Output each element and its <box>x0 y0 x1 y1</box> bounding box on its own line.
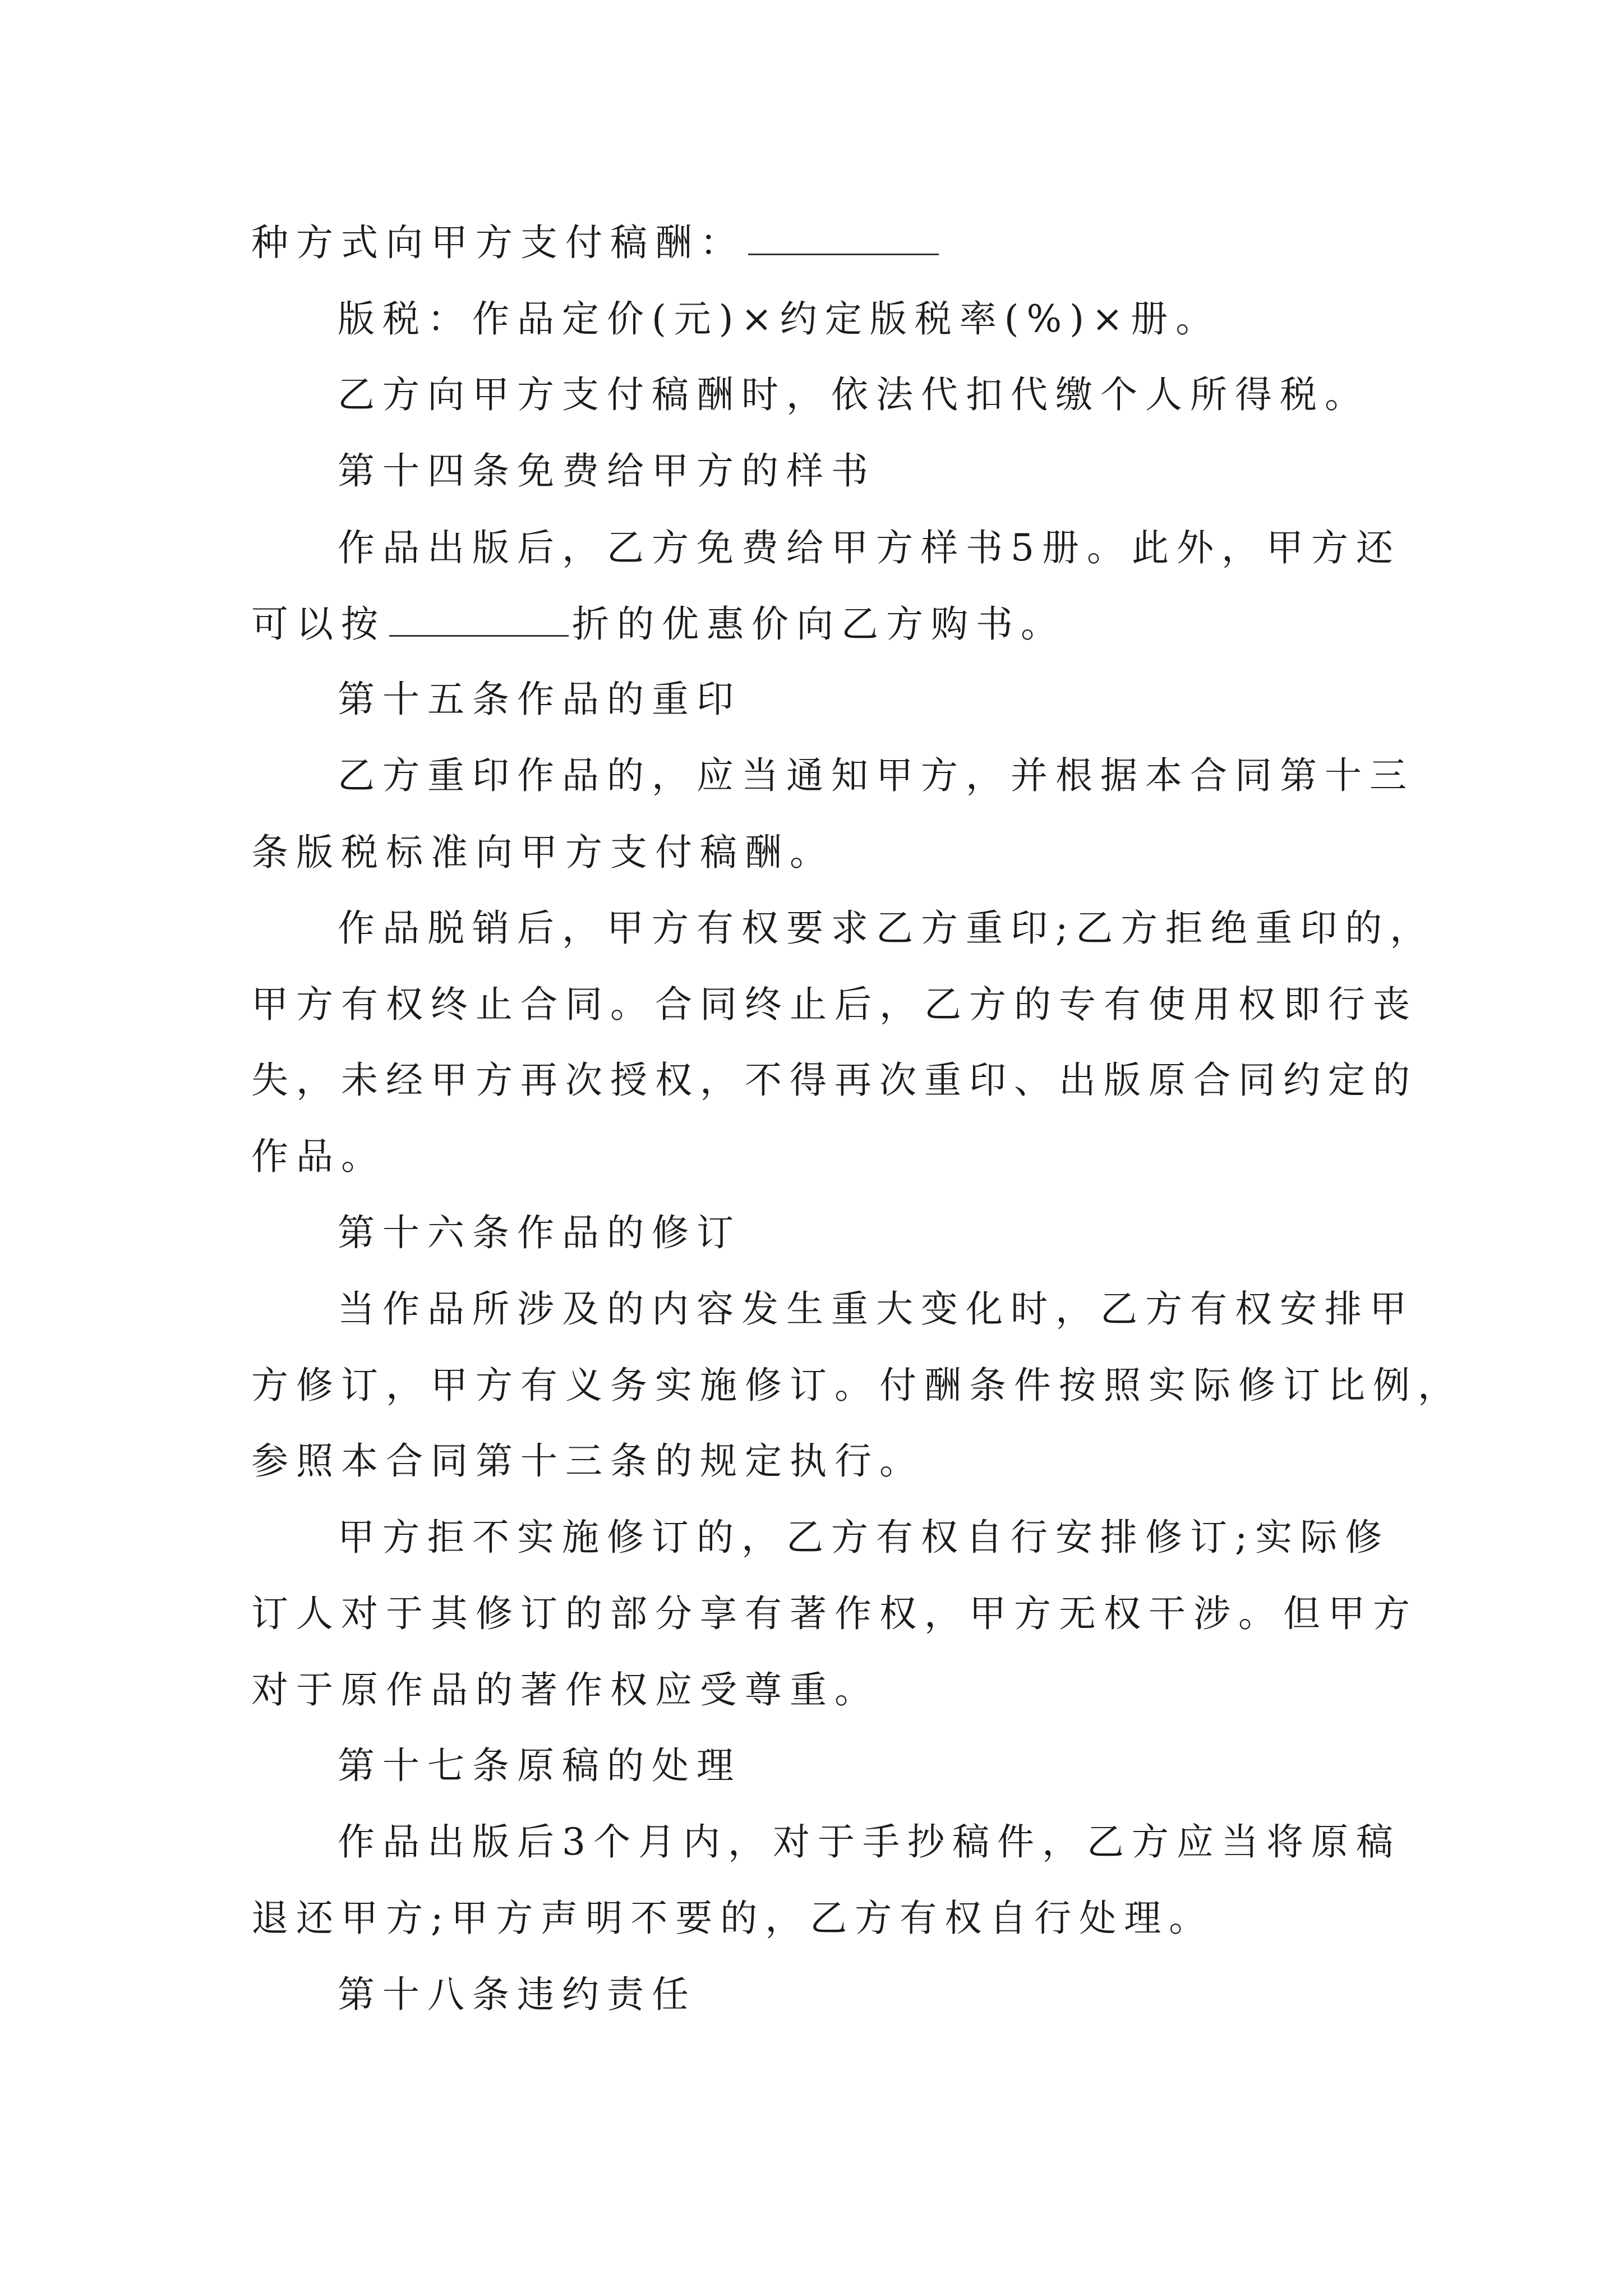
paragraph-line: 作品出版后，乙方免费给甲方样书5册。此外，甲方还 <box>338 526 1401 569</box>
paragraph-line: 失，未经甲方再次授权，不得再次重印、出版原合同约定的 <box>251 1059 1418 1102</box>
paragraph-line: 对于原作品的著作权应受尊重。 <box>251 1668 879 1711</box>
fill-in-blank <box>748 220 939 255</box>
text-span: 折的优惠价向乙方购书。 <box>572 602 1066 646</box>
paragraph-line: 乙方重印作品的，应当通知甲方，并根据本合同第十三 <box>338 754 1414 797</box>
article-18-heading: 第十八条违约责任 <box>338 1973 697 2016</box>
paragraph-line: 当作品所涉及的内容发生重大变化时，乙方有权安排甲 <box>338 1287 1414 1331</box>
article-14-heading: 第十四条免费给甲方的样书 <box>338 449 876 493</box>
royalty-formula-line: 版税：作品定价(元)×约定版税率(%)×册。 <box>338 297 1221 341</box>
paragraph-line: 订人对于其修订的部分享有著作权，甲方无权干涉。但甲方 <box>251 1592 1418 1635</box>
fill-in-blank <box>389 601 569 637</box>
paragraph-line: 作品出版后3个月内，对于手抄稿件，乙方应当将原稿 <box>338 1820 1401 1864</box>
paragraph-line: 甲方拒不实施修订的，乙方有权自行安排修订;实际修 <box>338 1516 1390 1559</box>
paragraph-line: 作品脱销后，甲方有权要求乙方重印;乙方拒绝重印的， <box>338 907 1435 950</box>
text-span: 种方式向甲方支付稿酬： <box>251 221 745 264</box>
article-16-heading: 第十六条作品的修订 <box>338 1211 741 1254</box>
paragraph-line: 作品。 <box>251 1135 386 1178</box>
paragraph-line: 退还甲方;甲方声明不要的，乙方有权自行处理。 <box>251 1897 1214 1940</box>
paragraph-line: 条版税标准向甲方支付稿酬。 <box>251 831 834 874</box>
text-span: 可以按 <box>251 602 386 646</box>
paragraph-line: 方修订，甲方有义务实施修订。付酬条件按照实际修订比例， <box>251 1364 1463 1407</box>
article-15-heading: 第十五条作品的重印 <box>338 678 741 721</box>
paragraph-line: 参照本合同第十三条的规定执行。 <box>251 1439 924 1483</box>
paragraph-line: 甲方有权终止合同。合同终止后，乙方的专有使用权即行丧 <box>251 983 1418 1026</box>
tax-line: 乙方向甲方支付稿酬时，依法代扣代缴个人所得税。 <box>338 373 1370 416</box>
article-17-heading: 第十七条原稿的处理 <box>338 1744 741 1787</box>
payment-method-line <box>251 220 942 265</box>
discount-line <box>251 601 1066 647</box>
